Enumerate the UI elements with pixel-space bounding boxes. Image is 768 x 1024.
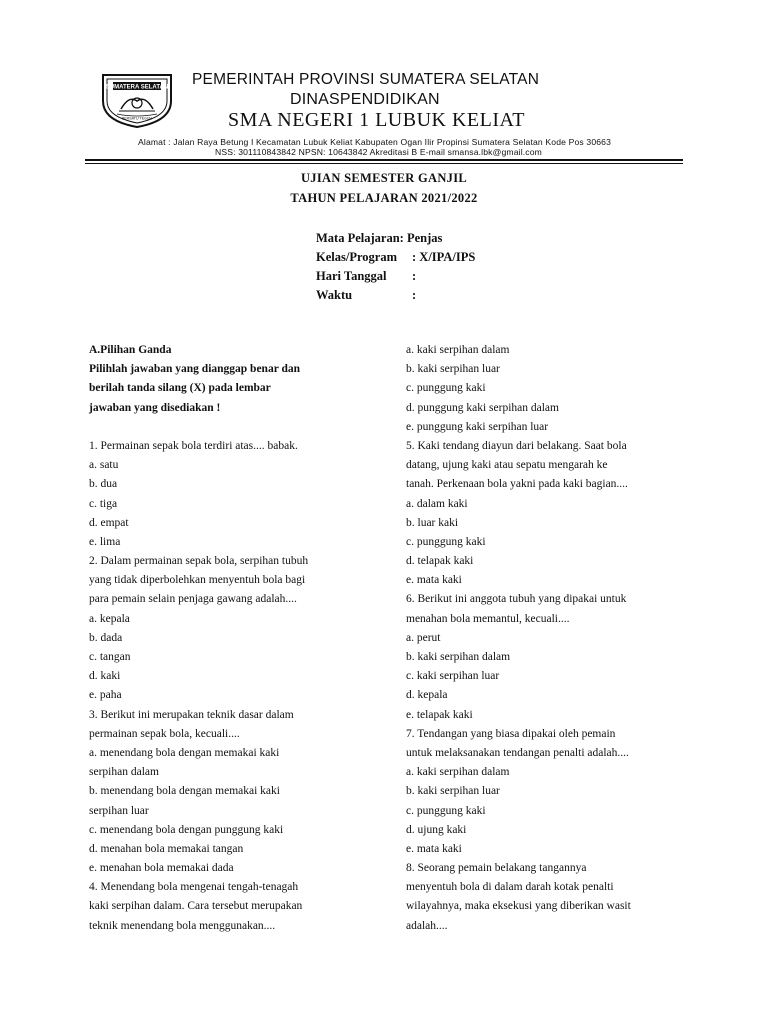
- header-department: DINASPENDIDIKAN: [290, 91, 440, 108]
- question-line: b. menendang bola dengan memakai kaki: [89, 785, 280, 798]
- exam-title: UJIAN SEMESTER GANJIL: [300, 171, 468, 185]
- question-line: menahan bola memantul, kecuali....: [406, 612, 570, 625]
- question-line: e. mata kaki: [406, 842, 462, 855]
- question-line: a. kaki serpihan dalam: [406, 344, 510, 356]
- question-line: c. tiga: [89, 497, 118, 510]
- exam-time-row: [316, 288, 416, 303]
- question-line: e. paha: [89, 689, 122, 702]
- header-divider-thick: [85, 159, 683, 161]
- question-line: Pilihlah jawaban yang dianggap benar dan: [89, 363, 301, 376]
- header-divider-thin: [85, 163, 683, 164]
- question-line: d. punggung kaki serpihan dalam: [406, 401, 559, 414]
- question-line: b. kaki serpihan luar: [406, 785, 500, 798]
- question-line: b. kaki serpihan dalam: [406, 651, 511, 663]
- question-line: a. satu: [89, 459, 119, 472]
- question-line: a. dalam kaki: [406, 497, 468, 510]
- question-line: 5. Kaki tendang diayun dari belakang. Saat bola: [406, 439, 627, 452]
- question-line: e. lima: [89, 535, 121, 548]
- question-line: d. empat: [89, 516, 129, 529]
- logo-text-bottom: BERSATU TEGUH: [121, 116, 153, 121]
- header-province: PEMERINTAH PROVINSI SUMATERA SELATAN: [192, 71, 540, 88]
- question-line: adalah....: [406, 919, 448, 932]
- question-line: teknik menendang bola menggunakan....: [89, 919, 276, 932]
- question-line: d. telapak kaki: [406, 555, 474, 568]
- question-line: kaki serpihan dalam. Cara tersebut merupakan: [89, 900, 303, 913]
- school-emblem-logo: [99, 71, 175, 129]
- question-line: e. menahan bola memakai dada: [89, 862, 234, 875]
- question-line: a. menendang bola dengan memakai kaki: [89, 746, 280, 759]
- question-line: 6. Berikut ini anggota tubuh yang dipakai untuk: [406, 593, 627, 606]
- exam-day-row: [316, 269, 416, 284]
- exam-year: TAHUN PELAJARAN 2021/2022: [290, 191, 478, 205]
- question-line: b. kaki serpihan luar: [406, 363, 500, 376]
- question-line: c. punggung kaki: [406, 804, 486, 817]
- question-line: a. perut: [406, 631, 441, 644]
- question-line: e. telapak kaki: [406, 708, 473, 721]
- question-line: c. tangan: [89, 651, 131, 663]
- question-line: c. punggung kaki: [406, 382, 486, 395]
- question-line: yang tidak diperbolehkan menyentuh bola bagi: [89, 574, 306, 587]
- question-line: untuk melaksanakan tendangan penalti adalah....: [406, 746, 629, 759]
- header-nss-line: NSS: 301110843842 NPSN: 10643842 Akreditasi B E-mail smansa.lbk@gmail.com: [215, 147, 542, 157]
- left-question-column: [89, 341, 379, 936]
- question-line: tanah. Perkenaan bola yakni pada kaki bagian....: [406, 478, 628, 491]
- question-line: berilah tanda silang (X) pada lembar: [89, 382, 271, 395]
- question-line: para pemain selain penjaga gawang adalah....: [89, 593, 297, 606]
- exam-class-row: [316, 250, 475, 265]
- question-line: serpihan luar: [89, 804, 149, 817]
- question-line: 7. Tendangan yang biasa dipakai oleh pemain: [406, 727, 616, 740]
- question-line: menyentuh bola di dalam darah kotak penalti: [406, 881, 614, 894]
- header-school-name: SMA NEGERI 1 LUBUK KELIAT: [228, 109, 525, 131]
- exam-class-value: : X/IPA/IPS: [412, 250, 476, 264]
- question-line: d. menahan bola memakai tangan: [89, 842, 244, 855]
- question-line: jawaban yang disediakan !: [89, 401, 221, 414]
- exam-day-value: :: [412, 269, 417, 283]
- question-line: 4. Menendang bola mengenai tengah-tenagah: [89, 881, 299, 894]
- question-line: 2. Dalam permainan sepak bola, serpihan tubuh: [89, 555, 309, 568]
- question-line: d. kepala: [406, 689, 448, 702]
- blank-line: [89, 418, 379, 437]
- exam-time-value: :: [412, 288, 417, 302]
- question-line: b. luar kaki: [406, 516, 459, 529]
- header-address: Alamat : Jalan Raya Betung I Kecamatan Lubuk Keliat Kabupaten Ogan Ilir Propinsi Sumatera Selatan Kode Pos 30663: [138, 137, 612, 147]
- question-line: serpihan dalam: [89, 766, 159, 779]
- question-line: datang, ujung kaki atau sepatu mengarah ke: [406, 459, 608, 472]
- question-line: d. ujung kaki: [406, 823, 467, 836]
- question-line: a. kaki serpihan dalam: [406, 766, 510, 779]
- logo-text-top: SUMATERA SELATAN: [105, 84, 169, 91]
- question-line: 8. Seorang pemain belakang tangannya: [406, 862, 587, 875]
- exam-subject: Mata Pelajaran: Penjas: [316, 231, 443, 245]
- question-line: a. kepala: [89, 612, 130, 625]
- question-line: permainan sepak bola, kecuali....: [89, 727, 240, 740]
- question-line: 1. Permainan sepak bola terdiri atas.... babak.: [89, 439, 298, 452]
- question-line: e. mata kaki: [406, 574, 462, 587]
- question-line: e. punggung kaki serpihan luar: [406, 420, 549, 433]
- question-line: A.Pilihan Ganda: [89, 344, 172, 356]
- question-line: c. punggung kaki: [406, 535, 486, 548]
- question-line: 3. Berikut ini merupakan teknik dasar dalam: [89, 708, 294, 721]
- right-question-column: [406, 341, 706, 936]
- exam-day-label: Hari Tanggal: [316, 269, 387, 283]
- question-line: c. menendang bola dengan punggung kaki: [89, 823, 284, 836]
- question-line: b. dada: [89, 631, 123, 644]
- exam-time-label: Waktu: [316, 288, 353, 302]
- question-line: b. dua: [89, 478, 118, 491]
- question-line: c. kaki serpihan luar: [406, 670, 500, 683]
- question-line: wilayahnya, maka eksekusi yang diberikan wasit: [406, 900, 631, 913]
- exam-class-label: Kelas/Program: [316, 250, 397, 264]
- question-line: d. kaki: [89, 670, 121, 683]
